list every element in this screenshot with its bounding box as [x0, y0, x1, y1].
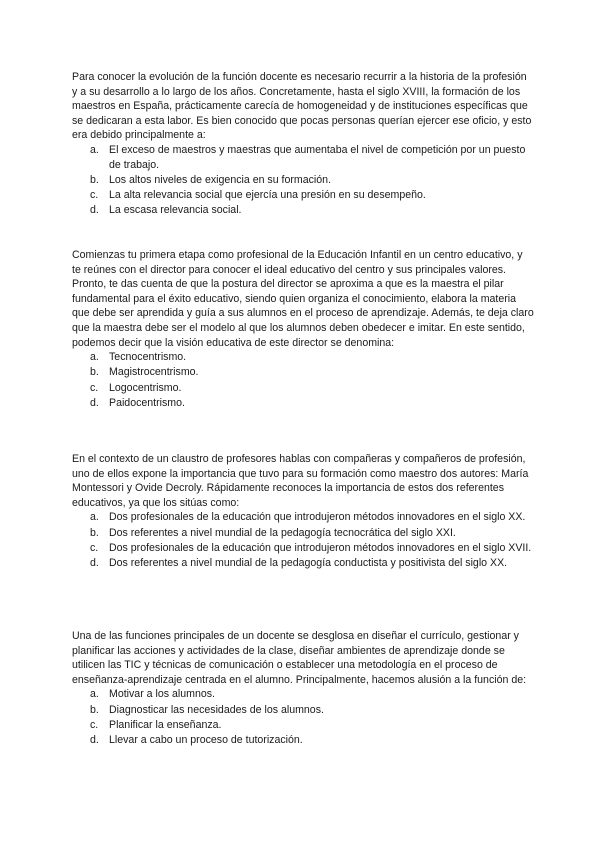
question-2-stem: Comienzas tu primera etapa como profesional de la Educación Infantil en un centro educativo, y te reúnes con el director para conocer el ideal educativo del centro y sus principales valores. Pronto, te das cuenta de que la postura del director se aproxima a que es la maestra el pilar fundamental para el éxito educativo, siendo quien organiza el conocimiento, elabora la materia que debe ser aprendida y guía a sus alumnos en el proceso de aprendizaje. Además, te deja claro que la maestra debe ser el modelo al que los alumnos deben obedecer e imitar. En este sentido, podemos decir que la visión educativa de este director se denomina: [72, 249, 534, 349]
option-text: Dos referentes a nivel mundial de la pedagogía conductista y positivista del siglo XX. [109, 556, 508, 569]
option-text: Motivar a los alumnos. [109, 688, 215, 701]
option-letter: c. [90, 188, 99, 201]
option-text: Llevar a cabo un proceso de tutorización. [109, 733, 303, 746]
option-text: El exceso de maestros y maestras que aumentaba el nivel de competición por un puesto de trabajo. [109, 143, 526, 171]
question-3-stem: En el contexto de un claustro de profesores hablas con compañeras y compañeros de profesión, uno de ellos expone la importancia que tuvo para su formación como maestro dos autores: María Montessori y Ovide Decroly. Rápidamente reconoces la importancia de estos dos referentes educativos, ya que los sitúas como: [72, 453, 529, 509]
question-2 [72, 248, 534, 411]
option-letter: b. [90, 703, 99, 716]
question-4-option-d [72, 733, 534, 748]
question-4-stem: Una de las funciones principales de un docente se desglosa en diseñar el currículo, gestionar y planificar las acciones y actividades de la clase, diseñar ambientes de aprendizaje donde se utilicen las TIC y técnicas de comunicación o establecer una metodología en el proceso de enseñanza-aprendizaje centrada en el alumno. Principalmente, hacemos alusión a la función de: [72, 630, 527, 686]
question-3-option-c [72, 541, 534, 556]
option-letter: d. [90, 204, 99, 217]
question-4-option-c [72, 718, 534, 733]
option-text: Dos profesionales de la educación que introdujeron métodos innovadores en el siglo XX. [109, 511, 526, 524]
question-3-option-d [72, 556, 534, 571]
question-1-stem: Para conocer la evolución de la función docente es necesario recurrir a la historia de la profesión y a su desarrollo a lo largo de los años. Concretamente, hasta el siglo XVIII, la formación de los maestros en España, prácticamente carecía de homogeneidad y de instituciones específicas que se dedicaran a esta labor. Es bien conocido que pocas personas querían ejercer ese oficio, y esto era debido principalmente a: [72, 71, 532, 142]
question-3-option-a [72, 510, 534, 525]
question-4 [72, 629, 534, 748]
option-letter: c. [90, 381, 99, 394]
option-letter: c. [90, 718, 99, 731]
question-1 [72, 70, 534, 218]
option-text: Dos referentes a nivel mundial de la pedagogía tecnocrática del siglo XXI. [109, 526, 456, 539]
question-4-option-a [72, 687, 534, 702]
option-text: Magistrocentrismo. [109, 366, 199, 379]
option-text: Planificar la enseñanza. [109, 718, 222, 731]
option-text: La escasa relevancia social. [109, 204, 242, 217]
option-letter: a. [90, 511, 99, 524]
question-1-option-d [72, 203, 534, 218]
option-text: La alta relevancia social que ejercía una presión en su desempeño. [109, 188, 426, 201]
question-1-option-b [72, 173, 534, 188]
option-letter: b. [90, 526, 99, 539]
question-1-option-c [72, 188, 534, 203]
question-2-option-a [72, 350, 534, 365]
option-text: Diagnosticar las necesidades de los alumnos. [109, 703, 324, 716]
question-2-options [72, 350, 534, 410]
question-3-option-b [72, 526, 534, 541]
option-letter: b. [90, 173, 99, 186]
question-2-option-b [72, 365, 534, 380]
option-letter: a. [90, 688, 99, 701]
option-text: Paidocentrismo. [109, 396, 185, 409]
question-4-option-b [72, 703, 534, 718]
question-2-option-c [72, 381, 534, 396]
option-text: Tecnocentrismo. [109, 351, 187, 364]
option-text: Logocentrismo. [109, 381, 182, 394]
option-letter: d. [90, 733, 99, 746]
option-letter: a. [90, 143, 99, 156]
option-letter: d. [90, 396, 99, 409]
option-letter: a. [90, 351, 99, 364]
option-text: Los altos niveles de exigencia en su formación. [109, 173, 332, 186]
option-letter: c. [90, 541, 99, 554]
question-1-option-a [72, 143, 534, 172]
question-3 [72, 452, 534, 571]
question-4-options [72, 687, 534, 747]
question-3-options [72, 510, 534, 570]
option-letter: d. [90, 556, 99, 569]
option-text: Dos profesionales de la educación que introdujeron métodos innovadores en el siglo XVII. [109, 541, 532, 554]
question-2-option-d [72, 396, 534, 411]
option-letter: b. [90, 366, 99, 379]
question-1-options [72, 143, 534, 218]
